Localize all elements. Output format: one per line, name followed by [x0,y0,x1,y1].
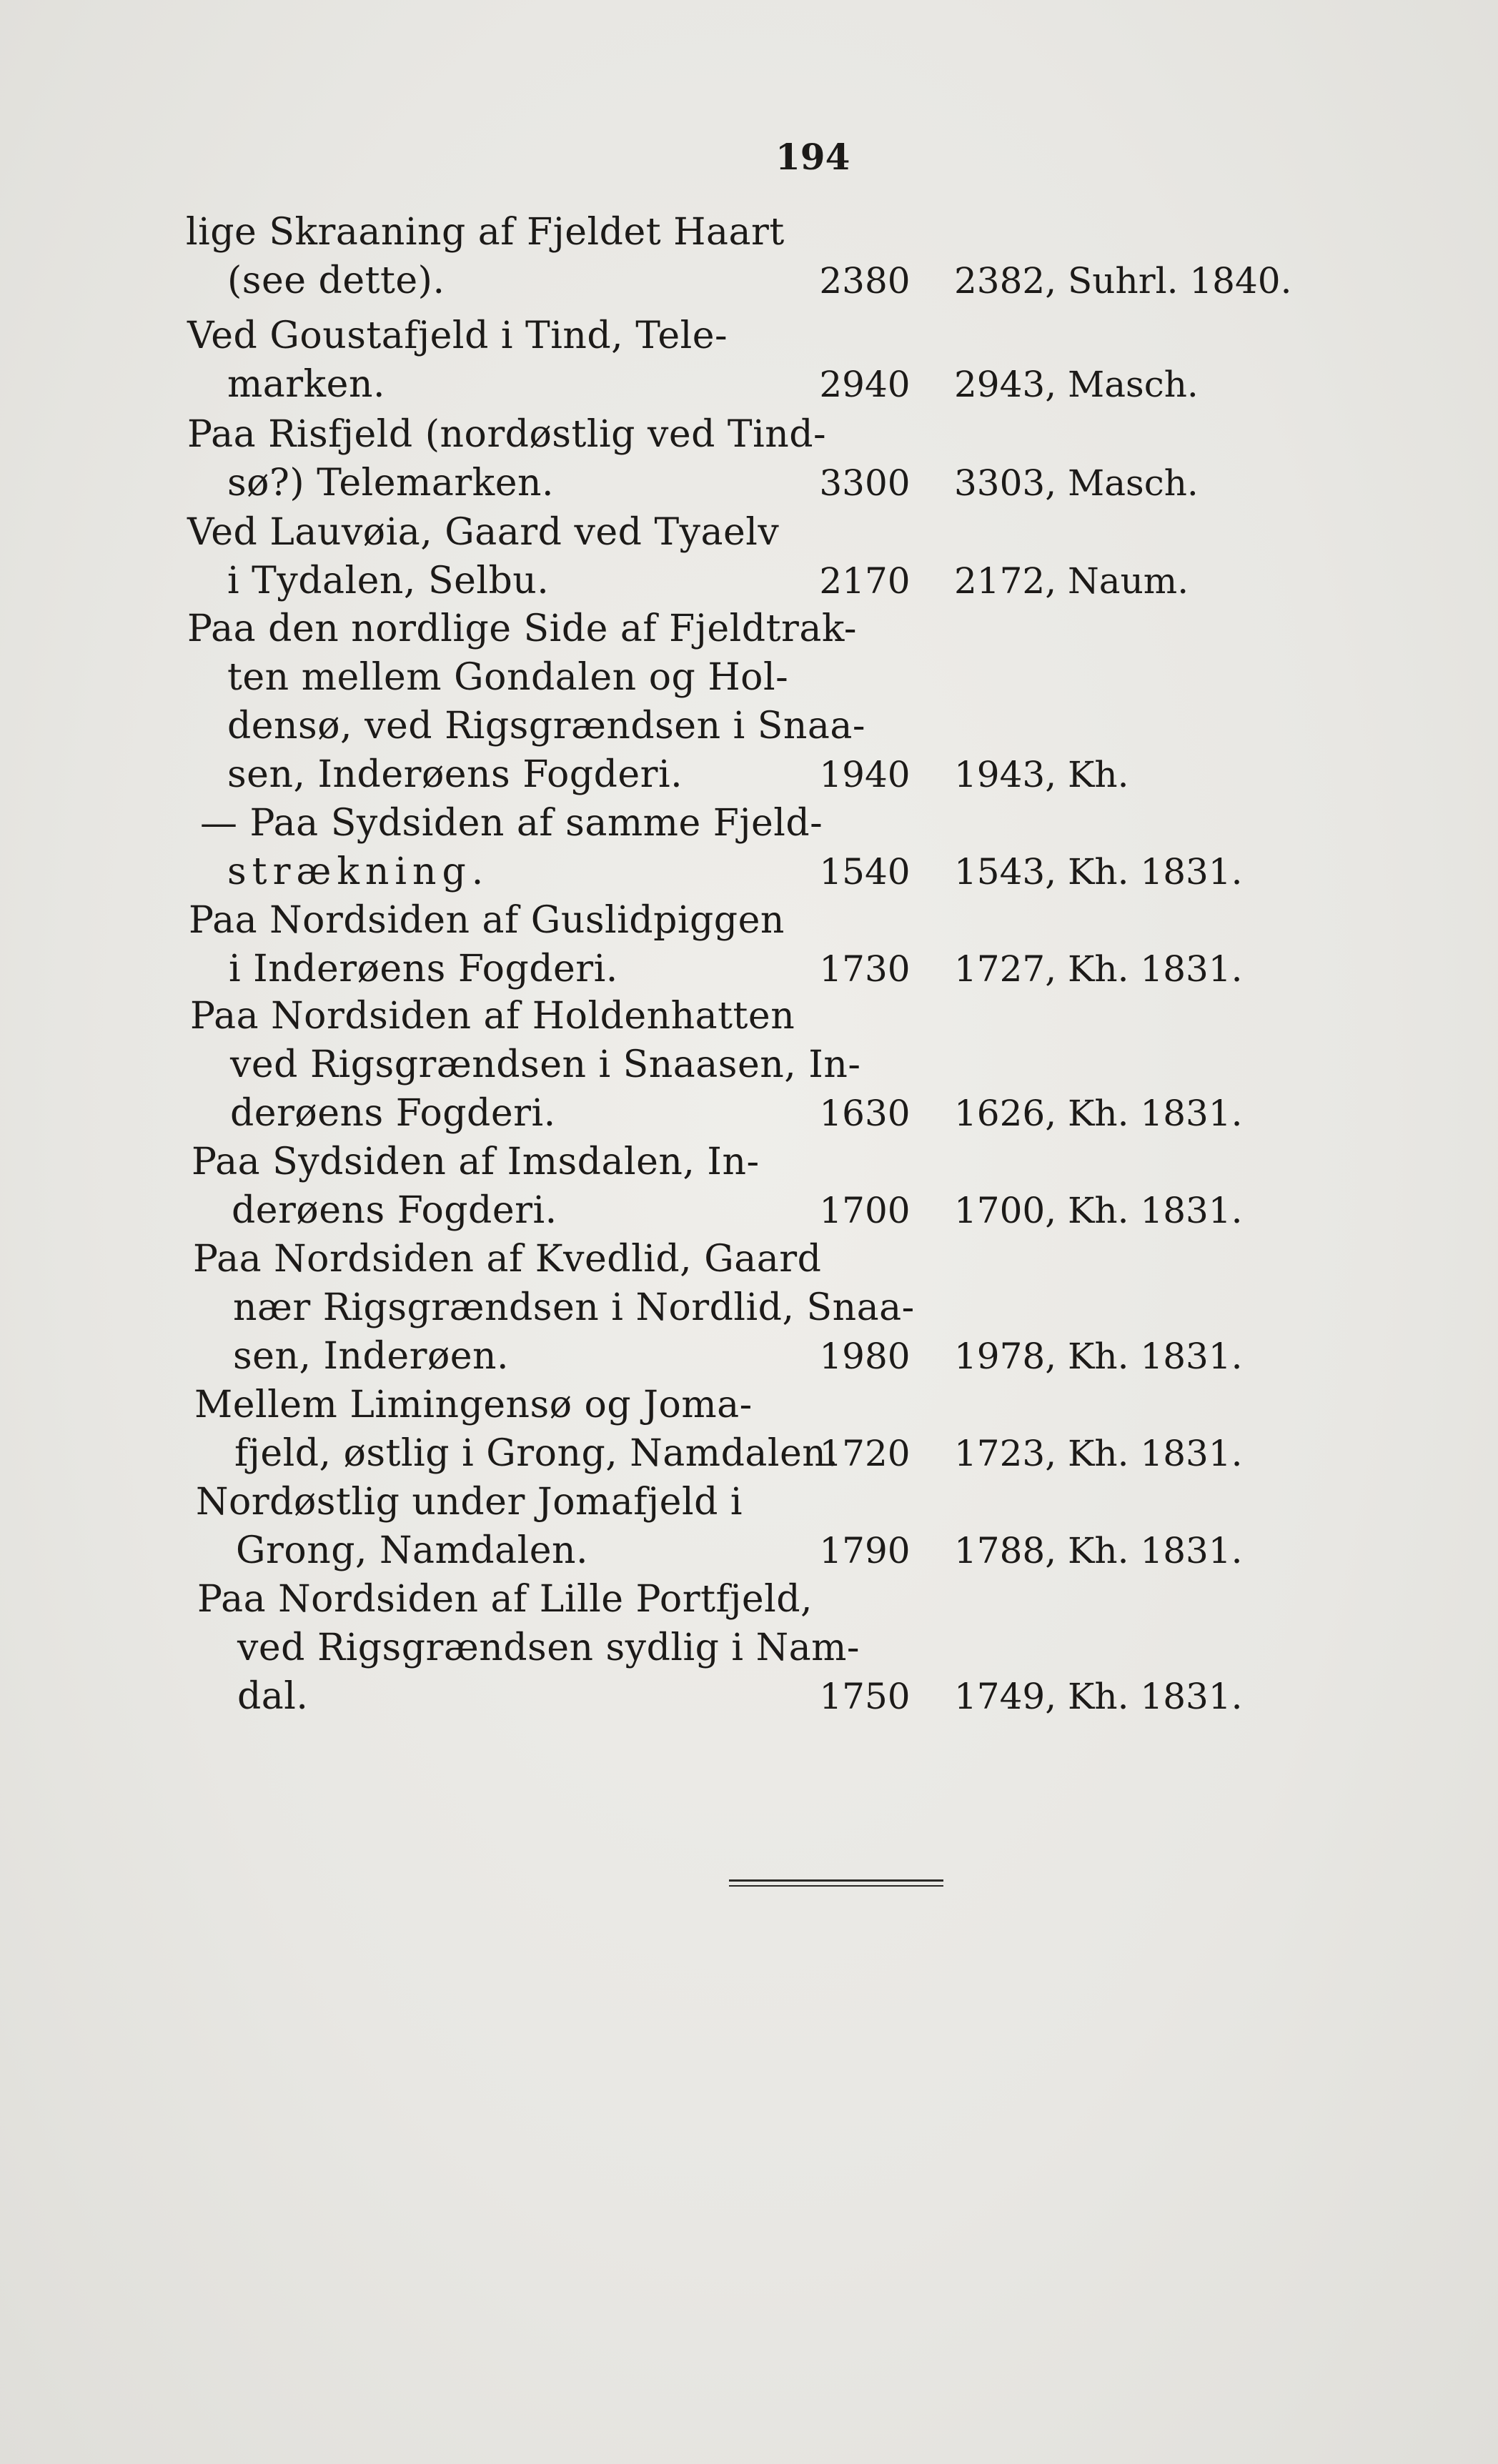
location-description-line: i Inderøens Fogderi. [229,948,618,990]
location-description-line: ved Rigsgrændsen i Snaasen, In- [230,1043,861,1086]
page-number: 194 [775,136,850,178]
location-description-line: nær Rigsgrændsen i Nordlid, Snaa- [233,1286,915,1329]
location-description-line: Paa Risfjeld (nordøstlig ved Tind- [187,413,827,456]
location-description-line: ten mellem Gondalen og Hol- [227,656,789,699]
rule-line-bottom [729,1885,943,1887]
elevation-value: 1630 [819,1093,911,1134]
source-reference: 1943, Kh. [954,754,1129,795]
source-reference: 1749, Kh. 1831. [954,1676,1243,1717]
location-description-line: — Paa Sydsiden af samme Fjeld- [200,802,823,845]
source-reference: 3303, Masch. [954,462,1199,504]
location-description-line: derøens Fogderi. [232,1189,557,1232]
source-reference: 1788, Kh. 1831. [954,1530,1243,1571]
location-description-line: derøens Fogderi. [230,1092,556,1135]
elevation-value: 2170 [819,560,911,602]
elevation-value: 1940 [819,754,911,795]
elevation-value: 1700 [819,1190,911,1231]
location-description-line: marken. [227,363,385,406]
location-description-line: sen, Inderøens Fogderi. [227,753,683,796]
source-reference: 1700, Kh. 1831. [954,1190,1243,1231]
elevation-value: 2380 [819,260,911,302]
rule-line-top [729,1879,943,1882]
source-reference: 2943, Masch. [954,364,1199,405]
location-description-line: sen, Inderøen. [233,1335,510,1378]
location-description-line: Paa Nordsiden af Kvedlid, Gaard [193,1238,822,1281]
location-description-line: fjeld, østlig i Grong, Namdalen. [234,1432,839,1475]
end-rule [729,1879,943,1889]
location-description-line: dal. [237,1675,309,1718]
location-description-line: (see dette). [227,259,445,302]
elevation-value: 1980 [819,1336,911,1377]
location-description-line: Ved Lauvøia, Gaard ved Tyaelv [187,511,780,554]
location-description-line: Paa Sydsiden af Imsdalen, In- [192,1141,760,1183]
source-reference: 2172, Naum. [954,560,1189,602]
source-reference: 1723, Kh. 1831. [954,1433,1243,1474]
location-description-line: Paa Nordsiden af Lille Portfjeld, [197,1578,813,1621]
location-description-line: Nordøstlig under Jomafjeld i [196,1481,743,1524]
elevation-value: 1750 [819,1676,911,1717]
location-description-line: Paa Nordsiden af Guslidpiggen [189,899,785,942]
source-reference: 1626, Kh. 1831. [954,1093,1243,1134]
location-description-line: Paa den nordlige Side af Fjeldtrak- [187,607,857,650]
location-description-line: Mellem Limingensø og Joma- [194,1383,753,1426]
elevation-value: 1790 [819,1530,911,1571]
source-reference: 1543, Kh. 1831. [954,851,1243,893]
location-description-line: i Tydalen, Selbu. [227,560,550,602]
location-description-line: sø?) Telemarken. [227,462,554,505]
location-description-line: Ved Goustafjeld i Tind, Tele- [187,314,728,357]
source-reference: 2382, Suhrl. 1840. [954,260,1292,302]
elevation-value: 3300 [819,462,911,504]
location-description-line: lige Skraaning af Fjeldet Haart [186,211,785,254]
location-description-line: ved Rigsgrændsen sydlig i Nam- [237,1626,860,1669]
source-reference: 1978, Kh. 1831. [954,1336,1243,1377]
location-description-line: Paa Nordsiden af Holdenhatten [190,995,795,1038]
location-description-line: densø, ved Rigsgrændsen i Snaa- [227,705,865,747]
source-reference: 1727, Kh. 1831. [954,948,1243,990]
elevation-value: 1540 [819,851,911,893]
location-description-line: strækning. [227,850,490,893]
elevation-value: 2940 [819,364,911,405]
elevation-value: 1720 [819,1433,911,1474]
elevation-value: 1730 [819,948,911,990]
location-description-line: Grong, Namdalen. [236,1529,589,1572]
